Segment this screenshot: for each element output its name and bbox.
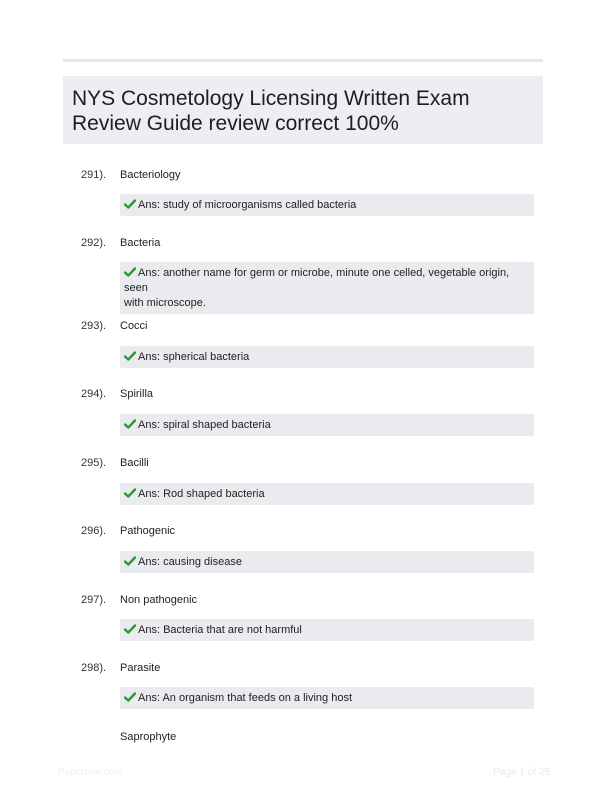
question-term: Bacilli bbox=[120, 457, 149, 469]
answer-box bbox=[120, 687, 534, 709]
answer-text: Ans: spherical bacteria bbox=[138, 351, 250, 363]
page-number: Page 1 of 25 bbox=[493, 767, 550, 778]
checkmark-icon bbox=[124, 351, 136, 361]
question-term: Spirilla bbox=[120, 388, 154, 400]
answer-text: Ans: causing disease bbox=[138, 556, 242, 568]
answer-box bbox=[120, 551, 534, 573]
answer-box bbox=[120, 483, 534, 505]
question-number: 293). bbox=[81, 320, 107, 332]
answer-text: Ans: study of microorganisms called bacteria bbox=[138, 199, 357, 211]
title-line-1: NYS Cosmetology Licensing Written Exam bbox=[72, 87, 470, 110]
question-number: 295). bbox=[81, 457, 107, 469]
answer-box bbox=[120, 619, 534, 641]
document-title bbox=[72, 86, 543, 136]
answer-box bbox=[120, 346, 534, 368]
answer-text: Ans: Rod shaped bacteria bbox=[138, 488, 265, 500]
question-term: Bacteria bbox=[120, 237, 161, 249]
checkmark-icon bbox=[124, 624, 136, 634]
question-term: Bacteriology bbox=[120, 169, 181, 181]
title-line-2: Review Guide review correct 100% bbox=[72, 112, 399, 135]
checkmark-icon bbox=[124, 488, 136, 498]
checkmark-icon bbox=[124, 199, 136, 209]
checkmark-icon bbox=[124, 267, 136, 277]
question-number: 298). bbox=[81, 662, 107, 674]
question-number: 294). bbox=[81, 388, 107, 400]
answer-text: Ans: spiral shaped bacteria bbox=[138, 419, 271, 431]
question-number: 296). bbox=[81, 525, 107, 537]
question-term: Saprophyte bbox=[120, 731, 177, 743]
checkmark-icon bbox=[124, 692, 136, 702]
question-number: 292). bbox=[81, 237, 107, 249]
footer-watermark: Paperbite.com bbox=[58, 767, 123, 778]
answer-text-line-1: Ans: another name for germ or microbe, minute one celled, vegetable origin, seen bbox=[124, 267, 510, 294]
top-divider bbox=[63, 59, 543, 62]
question-term: Parasite bbox=[120, 662, 161, 674]
answer-box bbox=[120, 194, 534, 216]
question-number: 297). bbox=[81, 594, 107, 606]
question-term: Cocci bbox=[120, 320, 148, 332]
answer-box bbox=[120, 414, 534, 436]
checkmark-icon bbox=[124, 556, 136, 566]
title-banner bbox=[63, 76, 543, 144]
answer-box bbox=[120, 262, 534, 314]
question-term: Non pathogenic bbox=[120, 594, 198, 606]
question-term: Pathogenic bbox=[120, 525, 176, 537]
question-number: 291). bbox=[81, 169, 107, 181]
answer-text: Ans: Bacteria that are not harmful bbox=[138, 624, 302, 636]
checkmark-icon bbox=[124, 419, 136, 429]
answer-text-line-2: with microscope. bbox=[124, 297, 206, 309]
answer-text: Ans: An organism that feeds on a living host bbox=[138, 692, 353, 704]
